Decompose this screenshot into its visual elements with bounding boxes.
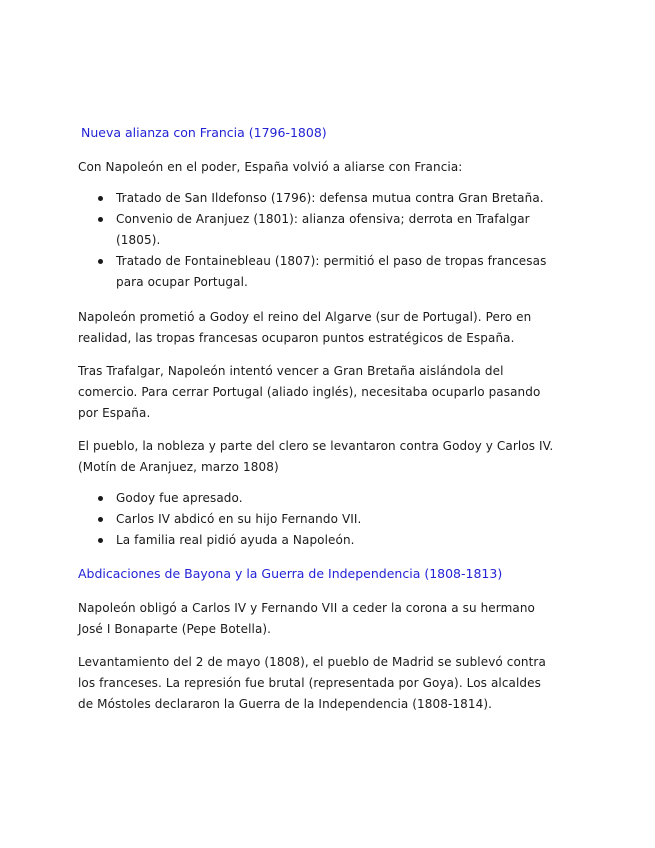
- list-item-text: Tratado de Fontainebleau (1807): permitió el paso de tropas francesas para ocupar Portugal.: [116, 254, 547, 289]
- bullet-icon: [98, 538, 103, 543]
- bullet-icon: [98, 196, 103, 201]
- bullet-icon: [98, 259, 103, 264]
- bayona-paragraph: Napoleón obligó a Carlos IV y Fernando VII a ceder la corona a su hermano José I Bonaparte (Pepe Botella).: [78, 601, 535, 636]
- list-item: [78, 530, 558, 551]
- list-item: [78, 188, 558, 209]
- dos-de-mayo-paragraph: Levantamiento del 2 de mayo (1808), el pueblo de Madrid se sublevó contra los franceses. La represión fue brutal (representada por Goya). Los alcaldes de Móstoles declararon la Guerra de la Independencia (1808-1814).: [78, 655, 546, 711]
- list-item: [78, 509, 558, 530]
- list-item-text: Godoy fue apresado.: [116, 491, 243, 505]
- list-item-text: La familia real pidió ayuda a Napoleón.: [116, 533, 355, 547]
- section-heading-abdicaciones: Abdicaciones de Bayona y la Guerra de Independencia (1808-1813): [78, 566, 503, 581]
- list-item-text: Convenio de Aranjuez (1801): alianza ofensiva; derrota en Trafalgar (1805).: [116, 212, 530, 247]
- algarve-paragraph: Napoleón prometió a Godoy el reino del Algarve (sur de Portugal). Pero en realidad, las tropas francesas ocuparon puntos estratégicos de España.: [78, 310, 532, 345]
- bullet-icon: [98, 517, 103, 522]
- section-heading-nueva-alianza: Nueva alianza con Francia (1796-1808): [81, 125, 327, 140]
- list-item-text: Tratado de San Ildefonso (1796): defensa mutua contra Gran Bretaña.: [116, 191, 544, 205]
- list-item: [78, 251, 558, 293]
- events-list: [78, 488, 558, 551]
- list-item-text: Carlos IV abdicó en su hijo Fernando VII.: [116, 512, 362, 526]
- treaties-list: [78, 188, 558, 293]
- motin-paragraph: El pueblo, la nobleza y parte del clero se levantaron contra Godoy y Carlos IV. (Motín de Aranjuez, marzo 1808): [78, 439, 554, 474]
- document-page: [78, 124, 558, 727]
- list-item: [78, 488, 558, 509]
- bullet-icon: [98, 217, 103, 222]
- list-item: [78, 209, 558, 251]
- bullet-icon: [98, 496, 103, 501]
- intro-paragraph: Con Napoleón en el poder, España volvió a aliarse con Francia:: [78, 160, 463, 174]
- trafalgar-paragraph: Tras Trafalgar, Napoleón intentó vencer a Gran Bretaña aislándola del comercio. Para cerrar Portugal (aliado inglés), necesitaba ocuparlo pasando por España.: [78, 364, 541, 420]
